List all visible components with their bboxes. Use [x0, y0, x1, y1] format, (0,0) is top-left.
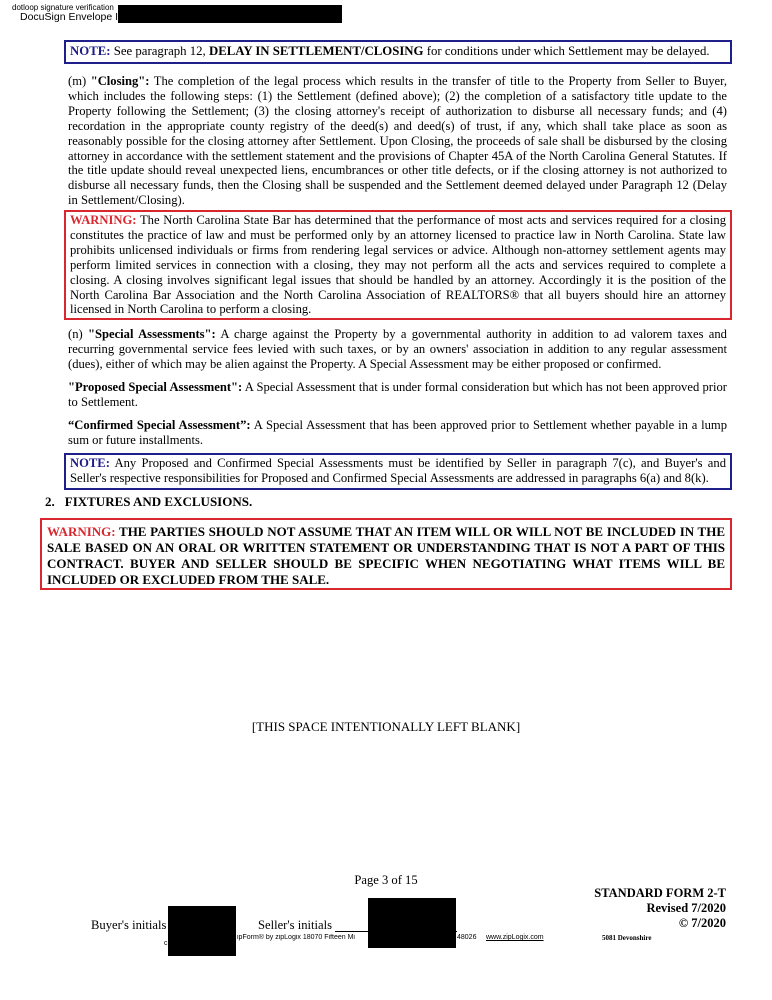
section-number: 2.: [45, 494, 55, 509]
section-2-heading: [45, 494, 252, 509]
seller-initials-label: Seller's initials: [258, 918, 332, 932]
redaction-bar: [118, 5, 342, 23]
proposed-term: "Proposed Special Assessment":: [68, 380, 243, 394]
closing-body: The completion of the legal process which results in the transfer of title to the Property from Seller to Buyer, which includes the following steps: (1) the Settlement (defined above); (2) the completion of a satisfactory title update to the Property following the Settlement; (3) the closing attorney's receipt of authorization to disburse all necessary funds; and (4) recordation in the appropriate county registry of the deed(s) and deed(s) of trust, if any, which shall take place as soon as reasonably possible for the closing attorney after Settlement. Upon Closing, the proceeds of sale shall be disbursed by the closing attorney in accordance with the settlement statement and the provisions of Chapter 45A of the North Carolina General Statutes. If the title update should reveal unexpected liens, encumbrances or other title defects, or if the closing attorney is not authorized to disburse all necessary funds, then the Closing shall be suspended and the Settlement deemed delayed under Paragraph 12 (Delay in Settlement/Closing).: [68, 74, 727, 208]
producer-text: ipForm® by zipLogix 18070 Fifteen Mi: [237, 934, 355, 941]
producer-website[interactable]: www.zipLogix.com: [486, 934, 544, 941]
note-label: NOTE:: [70, 456, 110, 470]
producer-zip: 48026: [457, 934, 477, 941]
special-body: A charge against the Property by a governmental authority in addition to ad valorem taxes and recurring governmental service fees levied with such taxes, or by an owners' association in addition to any regular assessment (dues), either of which may be alien against the Property. A Special Assessment may be either proposed or confirmed.: [68, 327, 727, 371]
section-title: FIXTURES AND EXCLUSIONS.: [64, 494, 253, 509]
confirmed-body: A Special Assessment that has been approved prior to Settlement whether payable in a lump sum or future installments.: [68, 418, 728, 447]
closing-term: "Closing":: [90, 74, 150, 88]
seller-initials-redaction: [368, 898, 456, 948]
warning-attorney-closing: [64, 210, 732, 320]
note-label: NOTE:: [70, 44, 111, 58]
note-text-end: for conditions under which Settlement may be delayed.: [423, 44, 710, 58]
warning-text: The North Carolina State Bar has determined that the performance of most acts and services required for a closing constitutes the practice of law and must be performed only by an attorney licensed to practice law in North Carolina. State law prohibits unlicensed individuals or firms from rendering legal services or advice. Although non-attorney settlement agents may perform limited services in connection with a closing, they may not perform all the acts and services required to complete a closing. A closing involves significant legal issues that should be handled by an attorney. Accordingly it is the position of the North Carolina Bar Association and the North Carolina Association of REALTORS® that all buyers should hire an attorney licensed in North Carolina to perform a closing.: [70, 213, 726, 317]
dotloop-verification-text: dotloop signature verification: [12, 3, 114, 12]
blank-space-notice: [THIS SPACE INTENTIONALLY LEFT BLANK]: [251, 719, 521, 734]
note-special-assessments: [64, 453, 732, 490]
confirmed-assessment-definition: [68, 418, 727, 448]
form-identifier: [526, 886, 726, 931]
file-name: 5081 Devonshire: [602, 934, 652, 942]
closing-definition: [68, 74, 727, 208]
docusign-envelope-text: DocuSign Envelope I: [20, 11, 119, 23]
proposed-body: A Special Assessment that is under formal consideration but which has not been approved prior to Settlement.: [68, 380, 727, 409]
warning-text: THE PARTIES SHOULD NOT ASSUME THAT AN ITEM WILL OR WILL NOT BE INCLUDED IN THE SALE BASED ON AN ORAL OR WRITTEN STATEMENT OR UNDERSTANDING THAT IS NOT A PART OF THIS CONTRACT. BUYER AND SELLER SHOULD BE SPECIFIC WHEN NEGOTIATING WHAT ITEMS WILL BE INCLUDED OR EXCLUDED FROM THE SALE.: [47, 524, 725, 587]
proposed-assessment-definition: [68, 380, 727, 410]
item-marker-m: (m): [68, 74, 91, 88]
note-text: Any Proposed and Confirmed Special Assessments must be identified by Seller in paragraph 7(c), and Buyer's and Seller's respective responsibilities for Proposed and Confirmed Special Assessments are addressed in paragraphs 6(a) and 8(k).: [70, 456, 726, 485]
note-bold-reference: DELAY IN SETTLEMENT/CLOSING: [208, 44, 424, 58]
page-number: Page 3 of 15: [354, 873, 418, 887]
producer-stray-char: c: [164, 940, 168, 947]
warning-fixtures: [40, 518, 732, 590]
form-revised: Revised 7/2020: [646, 901, 726, 915]
form-name: STANDARD FORM 2-T: [594, 886, 726, 900]
form-copyright: © 7/2020: [678, 916, 726, 930]
item-marker-n: (n): [68, 327, 88, 341]
note-text: See paragraph 12,: [110, 44, 209, 58]
confirmed-term: “Confirmed Special Assessment”:: [68, 418, 251, 432]
special-term: "Special Assessments":: [88, 327, 216, 341]
note-delay-settlement: [64, 40, 732, 64]
special-assessments-definition: [68, 327, 727, 372]
buyer-initials-label: Buyer's initials: [91, 918, 167, 932]
buyer-initials-redaction: [168, 906, 236, 956]
warning-label: WARNING:: [70, 213, 137, 227]
warning-label: WARNING:: [47, 524, 116, 539]
